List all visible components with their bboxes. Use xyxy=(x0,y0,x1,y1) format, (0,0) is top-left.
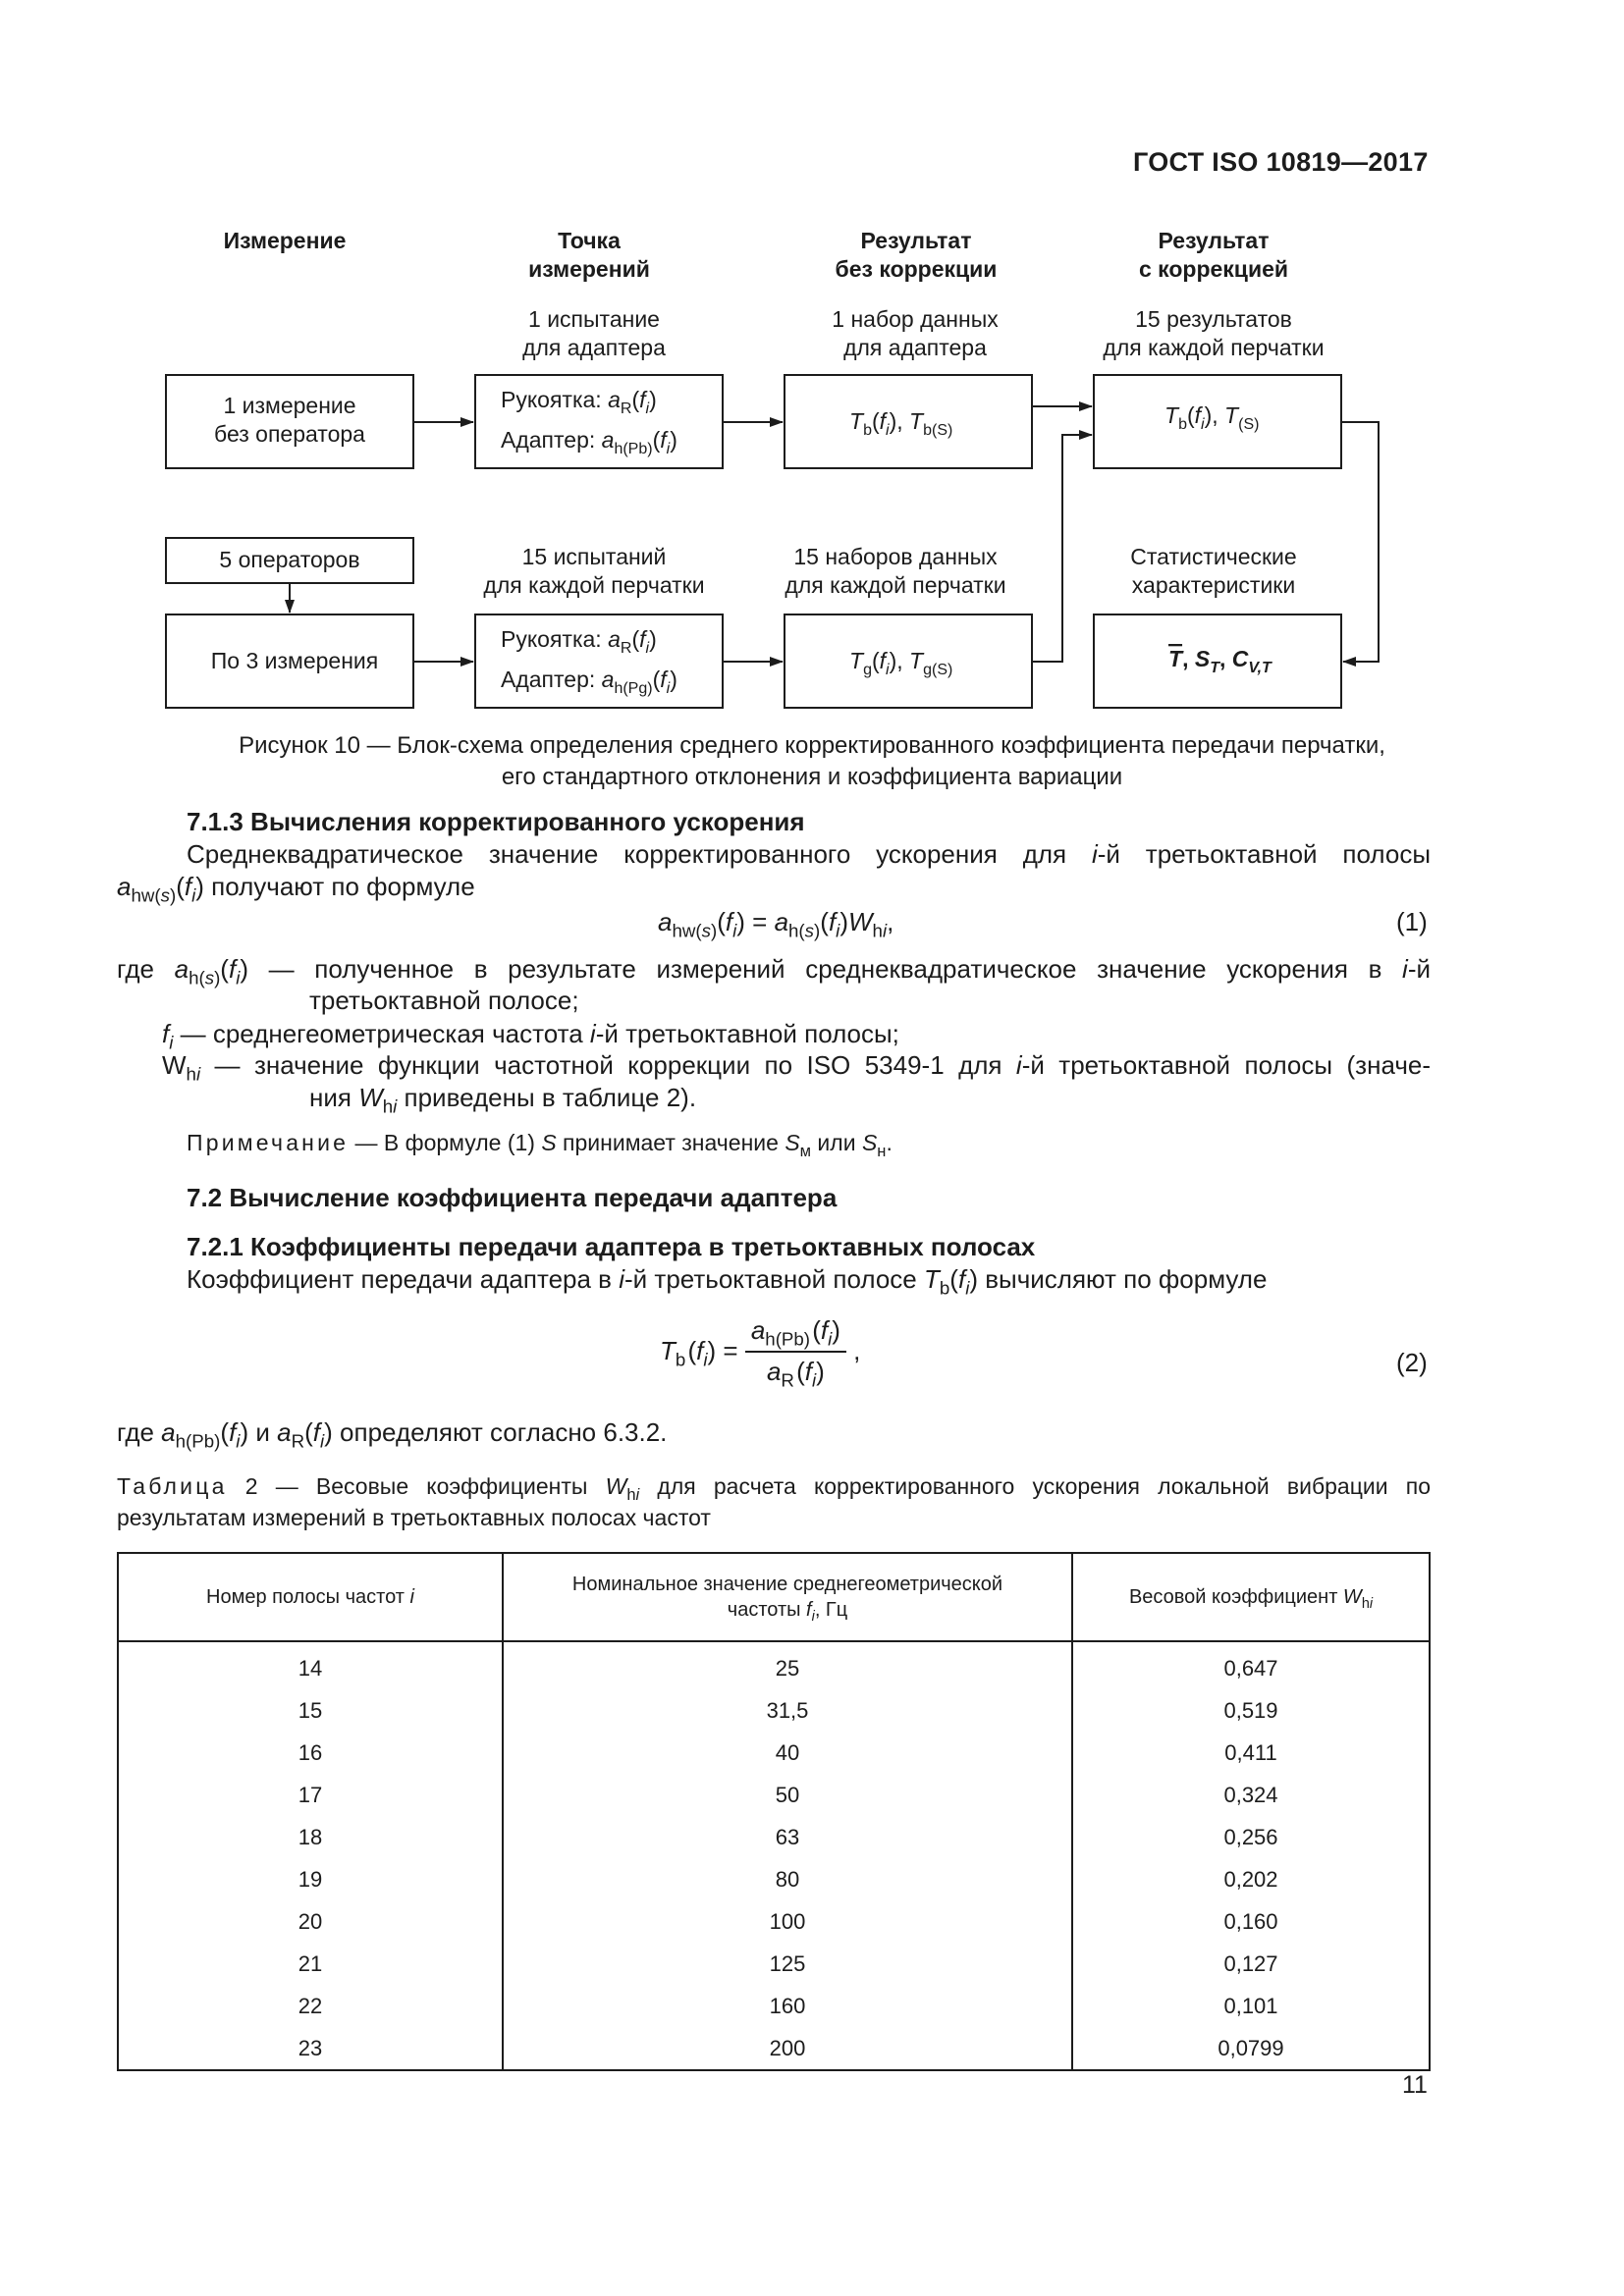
box2-adapter: Адаптер: $a_{h(Pg)}(f_i)$ xyxy=(501,667,677,697)
flowchart-figure xyxy=(0,0,1624,726)
table-row xyxy=(118,1816,1430,1858)
equation-2: $T_b$ $(f_i)$ = $\frac{a_{h(Pb)} (f_i)}{a_R (f_i)}$ , xyxy=(660,1315,861,1391)
col-head-measurement: Измерение xyxy=(223,228,347,253)
col-header-band-number: Номер полосы частот i xyxy=(118,1553,503,1641)
def-3-line1: $W_{hi}$ — значение функции частотной коррекции по ISO 5349-1 для i-й третьоктавной полосы (значе- xyxy=(162,1050,1431,1085)
figure-caption-line1: Рисунок 10 — Блок-схема определения среднего корректированного коэффициента передачи перчатки, xyxy=(239,732,1385,759)
col-head-corr-l2: с коррекцией xyxy=(1138,256,1289,282)
heading-7-2-1: 7.2.1 Коэффициенты передачи адаптера в третьоктавных полосах xyxy=(187,1232,1036,1261)
row2-label-tests-l2: для каждой перчатки xyxy=(483,572,705,598)
cell-frequency: 50 xyxy=(503,1774,1072,1816)
cell-weight: 0,519 xyxy=(1223,1697,1278,1723)
cell-frequency: 80 xyxy=(503,1858,1072,1900)
cell-band: 20 xyxy=(118,1900,503,1943)
cell-weight: 0,647 xyxy=(1223,1655,1278,1681)
cell-weight: 0,0799 xyxy=(1218,2035,1284,2060)
col-head-point-l1: Точка xyxy=(558,228,621,253)
table-row xyxy=(118,1900,1430,1943)
table-row xyxy=(118,1858,1430,1900)
cell-weight: 0,411 xyxy=(1224,1739,1277,1765)
col-head-raw-l1: Результат xyxy=(860,228,972,253)
para-713-line1: Среднеквадратическое значение корректированного ускорения для i-й третьоктавной полосы xyxy=(187,839,1432,869)
box-tg-formula: $T_g(f_i)$, $T_{g(S)}$ xyxy=(849,648,953,678)
para-721: Коэффициент передачи адаптера в i-й третьоктавной полосе $T_b(f_i)$ вычисляют по формуле xyxy=(187,1264,1268,1299)
def-1-line1: где $a_{h(s)}(f_i)$ — полученное в результате измерений среднеквадратическое значение ускорения в i-й xyxy=(117,954,1431,988)
cell-band: 15 xyxy=(118,1689,503,1732)
note: Примечание — В формуле (1) S принимает значение $S_м$ или $S_н$. xyxy=(187,1130,893,1160)
row1-label-results-l1: 15 результатов xyxy=(1135,306,1292,332)
box-operators-text: 5 операторов xyxy=(219,547,360,572)
page-number: 11 xyxy=(1402,2071,1428,2099)
cell-frequency: 25 xyxy=(503,1641,1072,1689)
heading-7-1-3: 7.1.3 Вычисления корректированного ускорения xyxy=(187,807,805,836)
heading-7-2: 7.2 Вычисление коэффициента передачи адаптера xyxy=(187,1183,838,1212)
table-row xyxy=(118,1943,1430,1985)
cell-band: 23 xyxy=(118,2027,503,2070)
cell-band: 18 xyxy=(118,1816,503,1858)
col-header-weight-coefficient: Весовой коэффициент $W_{hi}$ xyxy=(1072,1553,1430,1641)
cell-frequency: 160 xyxy=(503,1985,1072,2027)
row2-label-datasets-l2: для каждой перчатки xyxy=(785,572,1006,598)
col-head-corr-l1: Результат xyxy=(1158,228,1270,253)
table-row xyxy=(118,1689,1430,1732)
cell-weight: 0,101 xyxy=(1223,1993,1278,2018)
box-measurement-l1: 1 измерение xyxy=(223,393,356,418)
col-head-raw-l2: без коррекции xyxy=(835,256,998,282)
cell-band: 14 xyxy=(118,1641,503,1689)
document-standard-header: ГОСТ ISO 10819—2017 xyxy=(1133,147,1429,177)
cell-band: 16 xyxy=(118,1732,503,1774)
box-three-measurements-text: По 3 измерения xyxy=(210,648,379,673)
def-3-line2: ния $W_{hi}$ приведены в таблице 2). xyxy=(309,1083,697,1117)
table-row xyxy=(118,2027,1430,2070)
table-2-title xyxy=(117,1470,1431,1533)
cell-frequency: 200 xyxy=(503,2027,1072,2070)
col-head-point-l2: измерений xyxy=(528,256,650,282)
cell-frequency: 100 xyxy=(503,1900,1072,1943)
cell-frequency: 125 xyxy=(503,1943,1072,1985)
col-header-nominal-frequency: Номинальное значение среднегеометрической частоты $f_i$, Гц xyxy=(503,1553,1072,1641)
cell-weight: 0,160 xyxy=(1223,1908,1278,1934)
row2-label-tests-l1: 15 испытаний xyxy=(521,544,667,569)
cell-frequency: 31,5 xyxy=(503,1689,1072,1732)
cell-band: 19 xyxy=(118,1858,503,1900)
row2-label-datasets-l1: 15 наборов данных xyxy=(793,544,998,569)
cell-weight: 0,202 xyxy=(1223,1866,1278,1892)
table-row xyxy=(118,1732,1430,1774)
row2-label-stats-l2: характеристики xyxy=(1131,572,1296,598)
box1-adapter: Адаптер: $a_{h(Pb)}(f_i)$ xyxy=(501,427,677,457)
box2-handle: Рукоятка: $a_R(f_i)$ xyxy=(501,626,657,657)
row1-label-data-l1: 1 набор данных xyxy=(832,306,999,332)
def-1-line2: третьоктавной полосе; xyxy=(309,986,579,1015)
equation-1: $a_{hw(s)}(f_i) = a_{h(s)}(f_i)W_{hi}$, xyxy=(658,907,894,941)
row1-label-test-l1: 1 испытание xyxy=(528,306,660,332)
box-statistics-formula: T, $S_T$, $C_{V,T}$ xyxy=(1168,646,1272,676)
cell-weight: 0,256 xyxy=(1223,1824,1278,1849)
box-measurement-l2: без оператора xyxy=(214,421,365,447)
cell-weight: 0,127 xyxy=(1223,1950,1278,1976)
equation-2-number: (2) xyxy=(1396,1348,1428,1377)
table-row xyxy=(118,1985,1430,2027)
table-2-title-line2: результатам измерений в третьоктавных полосах частот xyxy=(117,1505,711,1531)
cell-frequency: 63 xyxy=(503,1816,1072,1858)
cell-band: 17 xyxy=(118,1774,503,1816)
cell-frequency: 40 xyxy=(503,1732,1072,1774)
figure-caption xyxy=(118,730,1506,794)
cell-band: 21 xyxy=(118,1943,503,1985)
row1-label-data-l2: для адаптера xyxy=(843,335,987,360)
row2-label-stats-l1: Статистические xyxy=(1130,544,1297,569)
def-2: $f_i$ — среднегеометрическая частота i-й третьоктавной полосы; xyxy=(162,1019,899,1053)
equation-1-number: (1) xyxy=(1396,907,1428,936)
cell-weight: 0,324 xyxy=(1223,1782,1278,1807)
cell-band: 22 xyxy=(118,1985,503,2027)
box-tb-formula: $T_b(f_i)$, $T_{b(S)}$ xyxy=(849,408,953,439)
table-2-title-line1: Таблица 2 — Весовые коэффициенты $W_{hi}$ для расчета корректированного ускорения локальной вибрации по xyxy=(117,1473,1431,1504)
row1-label-test-l2: для адаптера xyxy=(522,335,666,360)
row1-label-results-l2: для каждой перчатки xyxy=(1103,335,1325,360)
box-tb-corrected: $T_b(f_i)$, $T_{(S)}$ xyxy=(1164,402,1260,433)
table-2 xyxy=(117,1552,1431,2071)
table-row xyxy=(118,1641,1430,1689)
box1-handle: Рукоятка: $a_R(f_i)$ xyxy=(501,387,657,417)
para-713-line2: $a_{hw(s)}(f_i)$ получают по формуле xyxy=(117,872,475,906)
figure-caption-line2: его стандартного отклонения и коэффициента вариации xyxy=(501,764,1123,791)
where-721: где $a_{h(Pb)}(f_i)$ и $a_R(f_i)$ определяют согласно 6.3.2. xyxy=(117,1417,668,1452)
table-header-row xyxy=(118,1553,1430,1641)
table-row xyxy=(118,1774,1430,1816)
